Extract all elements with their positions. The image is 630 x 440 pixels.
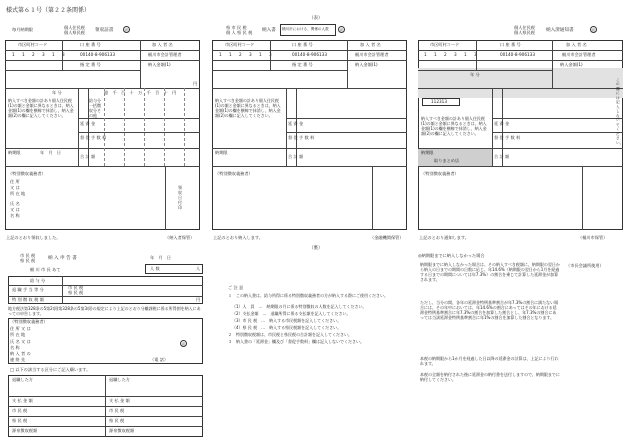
declaration-yen: 円 (196, 297, 201, 302)
caution-line-3: （2）支払金額 … 退職所得に係る支払額を記入してください。 (232, 311, 351, 316)
notice-city-code: 1 1 2 3 1 3 (424, 52, 480, 57)
payment-header-l1: 県 市 民 税 (226, 25, 247, 30)
late-payment-para-1: 納期限までに納入しなかった場合は、その納入すべき税額に、納期限の翌日から納入の日までの期間の日数に応じ、年14.6%（納期限の翌日から1月を経過する日までの期間については年7.3%）の割合を乗じて計算した延滞金が加算されます。 (420, 262, 560, 282)
back-label: （裏） (309, 246, 323, 251)
receipt-place-values: 億 千 百 十 万 千 百 十 円 (104, 90, 178, 95)
declaration-collector-row-5: 納 入 者 の (10, 351, 31, 356)
receipt-payer-row-3: 所 在 地 (10, 191, 26, 196)
payment-header-l2: 個 人 県 民 税 (226, 30, 253, 35)
receipt-row-reminder-fee: 督 促 手 数 料 (80, 135, 107, 140)
declaration-tel: （電 話） (150, 357, 169, 362)
form-title: 様式第６１号（第２２条関係） (6, 7, 91, 14)
declaration-staff-hdr: 人 数 (150, 266, 160, 271)
declaration-collector-row-4: 名 称 (10, 345, 20, 350)
receipt-bank-no: 00140-8-906133 (80, 52, 115, 57)
payment-payer-hdr: 加 入 者 名 (360, 42, 381, 47)
notice-bank-hdr: 口 座 番 号 (500, 42, 521, 47)
receipt-amount-hdr: 納入金額(1) (148, 62, 171, 67)
front-label: （表） (309, 16, 323, 21)
payment-tax-notice: 納入すべき金額の計あり個人住民税(1)の額と金額に異なるときは，納入金額(1)の欄を横線で抹消し，納入金額(2)の欄に記入してください。 (215, 98, 281, 118)
declaration-table-hdr-1b: 退職した方 (109, 377, 130, 382)
notice-keeper: （桶川市保管） (578, 235, 608, 240)
declaration-collector-row-2: 所 在 地 (10, 332, 26, 337)
declaration-seal-icon: ㊞ (181, 342, 186, 346)
receipt-city-code-hdr: 市区町村コード (18, 42, 48, 47)
declaration-table-hdr-1: 退職した方 (12, 377, 33, 382)
notice-due-date-label: 納期限 (421, 150, 434, 155)
receipt-designation-hdr: 指 定 番 号 (80, 62, 101, 67)
declaration-collector-row-6: 連 絡 先 (10, 357, 26, 362)
declaration-l1: 市 民 税 (20, 253, 36, 258)
payment-title: 納入書 (262, 28, 276, 33)
late-payment-header-right: （市長会議所使用） (566, 263, 604, 268)
receipt-payer-row-1: 住 所 (10, 179, 20, 184)
declaration-table-row-1b: 支 払 金 額 (109, 398, 130, 403)
receipt-keeper: （納入者保管） (165, 235, 195, 240)
receipt-row-total: 合 計 額 (80, 154, 96, 159)
receipt-header-l1: 個人住民税 (64, 25, 85, 30)
notice-bank-no: 00140-8-906133 (500, 52, 535, 57)
notice-side-text: この欄には記入しないでください。 (616, 78, 624, 145)
notice-city-code-hdr: 市区町村コード (430, 42, 460, 47)
notice-header-l2: 個人県民税 (514, 30, 535, 35)
payment-note: 上記のとおり納入します。 (213, 235, 263, 240)
declaration-note: 地方税法第328条の5第2項(第328条の5第3項)の規定により上記のとおり分離課税に係る所得割を納入にあっての申告します。 (8, 306, 201, 316)
receipt-bank-hdr: 口 座 番 号 (80, 42, 101, 47)
receipt-row-late-fee: 延 滞 金 (80, 121, 96, 126)
notice-tax-notice: 納入すべき金額の計あり個人住民税(1)の額と金額に異なるときは，納入金額(1)の欄を横線で抹消し，納入金額(2)の欄に記入してください。 (421, 116, 487, 136)
notice-payer-hdr: 加 入 者 名 (566, 42, 587, 47)
payment-designation-hdr: 指 定 番 号 (292, 62, 313, 67)
notice-fixed-row: 取りまとめ店 (434, 158, 460, 163)
declaration-table-row-2b: 市 民 税 (109, 408, 125, 413)
payment-row-reminder-fee: 督 促 手 数 料 (288, 135, 315, 140)
receipt-payer-row-5: 又 は (10, 207, 20, 212)
payment-payer: 桶川市会計管理者 (355, 52, 389, 57)
receipt-seal-icon: ㊞ (124, 28, 129, 32)
notice-amount-hdr: 納入金額(1) (560, 62, 583, 67)
declaration-table-row-4: 源泉徴収税額 (12, 428, 38, 433)
notice-period-hdr: 年 分 (470, 72, 480, 77)
receipt-yen: 円 (193, 81, 198, 86)
declaration-sub-pref: 県 民 税 (68, 290, 84, 295)
payment-bank-no: 00140-8-906133 (292, 52, 327, 57)
declaration-date: 年 月 日 (150, 255, 171, 260)
receipt-payer-row-2: 又 は (10, 185, 20, 190)
receipt-payer-row-6: 名 称 (10, 213, 20, 218)
notice-title: 納入済通知書 (546, 28, 574, 33)
caution-line-6: ２ 特別徴収税額は、市民税と県民税の合計額を記入してください。 (228, 332, 352, 337)
payment-bank-hdr: 口 座 番 号 (292, 42, 313, 47)
receipt-period-hdr: 年 分 (52, 90, 62, 95)
receipt-title: 領収証書 (95, 28, 114, 33)
receipt-payer-block-hdr: （特別徴収義務者） (8, 171, 46, 176)
notice-note: 上記のとおり通知します。 (419, 235, 469, 240)
notice-row-late-fee: 延 滞 金 (494, 121, 510, 126)
payment-payer-block-hdr: （特別徴収義務者） (215, 171, 253, 176)
declaration-checkbox-note: □ 以下の該当する区分にご記入願います。 (10, 367, 91, 372)
declaration-table-row-1: 支 払 金 額 (12, 398, 33, 403)
declaration-row-retire: 退 職 手 当 等 分 (12, 287, 44, 292)
declaration-row-special: 特 別 徴 収 税 額 (12, 297, 44, 302)
declaration-sub-city: 市 民 税 (68, 285, 84, 290)
notice-row-reminder-fee: 督 促 手 数 料 (494, 135, 521, 140)
receipt-stamp-label: 領収日付印 (178, 185, 182, 210)
receipt-tax-notice: 納入すべき金額の計あり個人住民税(1)の額と金額に異なるときは，納入金額(1)の欄を横線で抹消し，納入金額(2)の欄に記入してください。 (8, 98, 74, 118)
declaration-collector-row-3: 氏 名 又 は (10, 339, 31, 344)
late-payment-para-2: ただし、当分の間、各年の延滞金特例基準割合が年7.3%の割合に満たない場合には、その年中においては、年14.6%の割合にあってはその年における延滞金特例基準割合に年7.3%の割合を加算した割合とし、年7.3%の割合にあっては当該延滞金特例基準割合に年1%の割合を加算した割合となります。 (420, 300, 559, 320)
receipt-note: 上記のとおり領収しました。 (6, 235, 61, 240)
caution-line-1: １ この納入書は、給与所得に係る特別徴収義務者の方が納入する際にご使用ください。 (228, 293, 388, 298)
caution-line-2: （1）人 員 … 納期限の月に係る特別徴収の人数を記入してください。 (232, 304, 367, 309)
payment-due-date-label: 納期限 (215, 150, 228, 155)
late-payment-title: ◎納期限までに納入しなかった場合 (418, 253, 485, 258)
payment-row-late-fee: 延 滞 金 (288, 121, 304, 126)
declaration-l2: 県 民 税 (20, 258, 36, 263)
notice-payer-block-hdr: （特別徴収義務者） (421, 171, 459, 176)
payment-header-note: 桶川市における、関係の人数 (282, 27, 329, 31)
declaration-person: 人 (196, 266, 201, 271)
notice-payer: 桶川市会計管理者 (562, 52, 596, 57)
notice-header-l1: 個人住民税 (514, 25, 535, 30)
caution-line-7: ３ 納入書の「延滞金」欄及び「督促手数料」欄は記入しないでください。 (228, 339, 364, 344)
receipt-payer-hdr: 加 入 者 名 (152, 42, 173, 47)
late-payment-para-3: 本税の納期限から1か月を経過した日以降の延滞金の計算は、上記により行われます。 (420, 356, 559, 366)
receipt-breakdown-hdr: 給与分一括徴収分その他 (89, 98, 101, 118)
declaration-collector-box (8, 318, 203, 364)
payment-seal-icon: ㊞ (339, 28, 344, 32)
declaration-table-row-3: 県 民 税 (12, 418, 28, 423)
declaration-table-row-3b: 県 民 税 (109, 418, 125, 423)
caution-line-5: （4）県 民 税 … 納入する県民税額を記入してください。 (232, 325, 342, 330)
declaration-row-salary: 給 与 分 (30, 278, 46, 283)
notice-row-total: 合 計 額 (494, 154, 510, 159)
receipt-header-l2: 個人県民税 (64, 30, 85, 35)
caution-line-4: （3）市 民 税 … 納入する市民税額を記入してください。 (232, 318, 342, 323)
declaration-title: 納 入 申 告 書 (48, 256, 77, 261)
payment-keeper: （金融機関保管） (370, 235, 404, 240)
declaration-collector-row-1: 住 所 又 は (10, 326, 31, 331)
receipt-due-date: 年 月 日 (40, 150, 61, 155)
notice-code: 112313 (431, 99, 447, 104)
payment-amount-hdr: 納入金額(1) (355, 62, 378, 67)
payment-row-total: 合 計 額 (288, 154, 304, 159)
declaration-table-row-4b: 源泉徴収税額 (109, 428, 135, 433)
notice-top-shade (418, 68, 623, 98)
declaration-table-row-2: 市 民 税 (12, 408, 28, 413)
receipt-city-code: 1 1 2 3 1 3 (12, 52, 68, 57)
declaration-collector-hdr: （特別徴収義務者） (10, 319, 48, 324)
receipt-header-note: 毎月納期限 (12, 27, 33, 32)
late-payment-para-4: 本税の全額を納付された後に延滞金の納付書を送付しますので、納期限までに納付してください。 (420, 372, 560, 382)
caution-title: ご 注 意 (228, 285, 244, 290)
receipt-payer: 桶川市会計管理者 (148, 52, 182, 57)
receipt-payer-row-4: 氏 名 (10, 201, 20, 206)
notice-seal-icon: ㊞ (591, 28, 596, 32)
payment-city-code: 1 1 2 3 1 3 (219, 52, 275, 57)
declaration-addressee: 桶 川 市 長 あて (30, 267, 61, 272)
receipt-due-date-label: 納期限 (8, 150, 21, 155)
payment-city-code-hdr: 市区町村コード (225, 42, 255, 47)
